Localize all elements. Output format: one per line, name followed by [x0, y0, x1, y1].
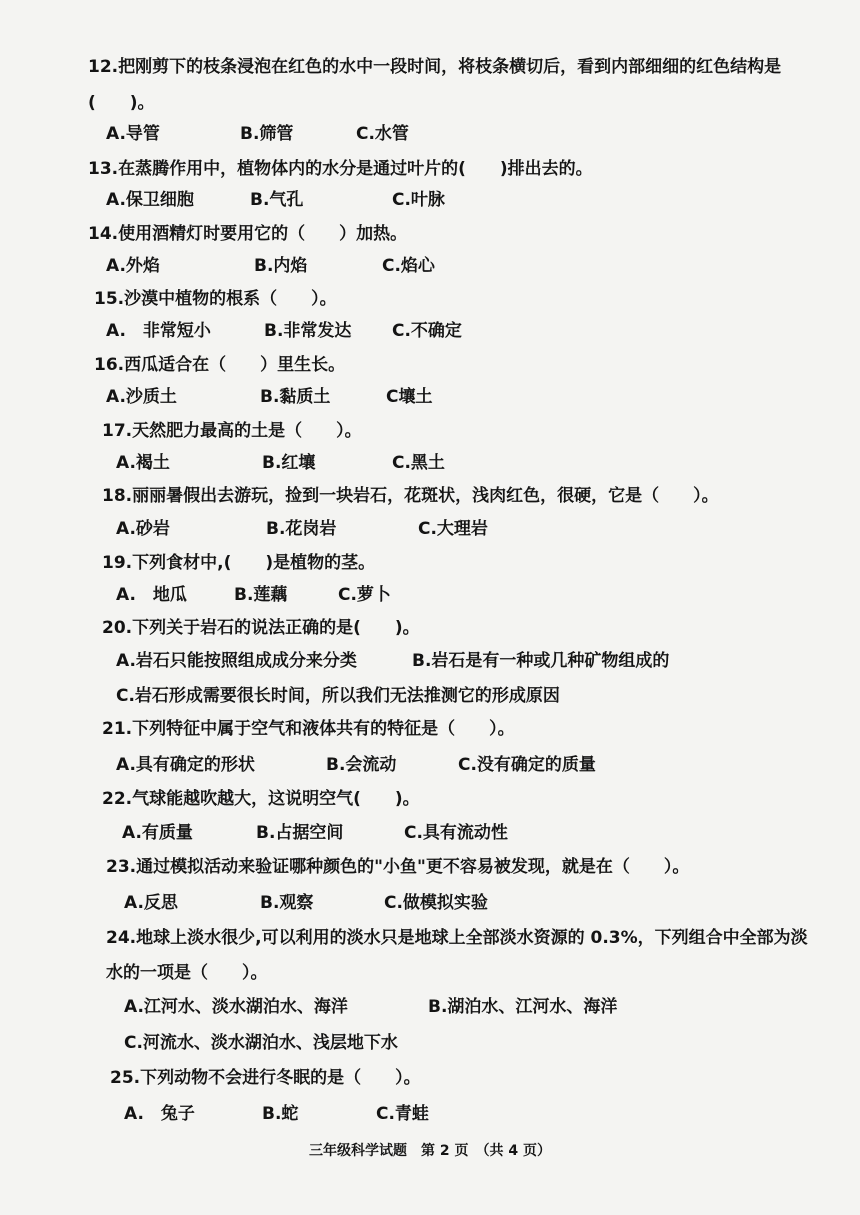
option: C.没有确定的质量: [458, 755, 596, 775]
question-stem: 沙漠中植物的根系（ ）。: [124, 289, 337, 309]
option: A.保卫细胞: [106, 190, 194, 210]
question-number: 17.: [102, 421, 133, 441]
question-15: [94, 288, 337, 310]
question-number: 14.: [88, 224, 119, 244]
question-stem: 天然肥力最高的土是（ ）。: [132, 421, 362, 441]
question-stem: 在蒸腾作用中，植物体内的水分是通过叶片的( )排出去的。: [118, 159, 593, 179]
option: C.不确定: [392, 321, 462, 341]
question-stem: 气球能越吹越大，这说明空气( )。: [132, 789, 420, 809]
question-18: [102, 485, 719, 507]
question-16: [94, 354, 345, 376]
question-stem: 地球上淡水很少,可以利用的淡水只是地球上全部淡水资源的 0.3%，下列组合中全部为淡: [136, 928, 808, 948]
question-17: [102, 420, 362, 442]
question-number: 23.: [106, 857, 137, 877]
option: C.青蛙: [376, 1104, 429, 1124]
question-12: [88, 56, 781, 78]
option: A.具有确定的形状: [116, 755, 255, 775]
option: C.焰心: [382, 256, 435, 276]
question-number: 15.: [94, 289, 125, 309]
option: B.气孔: [250, 190, 304, 210]
question-stem: 下列食材中,( )是植物的茎。: [132, 553, 376, 573]
option: C.叶脉: [392, 190, 445, 210]
question-number: 24.: [106, 928, 137, 948]
option: B.会流动: [326, 755, 397, 775]
option: C.大理岩: [418, 519, 488, 539]
question-number: 25.: [110, 1068, 141, 1088]
question-13: [88, 158, 593, 180]
option: B.内焰: [254, 256, 308, 276]
question-22: [102, 788, 420, 810]
question-19: [102, 552, 375, 574]
question-25: [110, 1067, 421, 1089]
question-stem: 把刚剪下的枝条浸泡在红色的水中一段时间，将枝条横切后，看到内部细细的红色结构是: [118, 57, 782, 77]
option: B.非常发达: [264, 321, 352, 341]
option: B.湖泊水、江河水、海洋: [428, 997, 618, 1017]
option: B.花岗岩: [266, 519, 337, 539]
option: B.筛管: [240, 124, 294, 144]
question-stem: 丽丽暑假出去游玩，捡到一块岩石，花斑状，浅肉红色，很硬，它是（ ）。: [132, 486, 719, 506]
option: C.做模拟实验: [384, 893, 488, 913]
option: A.褐土: [116, 453, 170, 473]
question-number: 20.: [102, 618, 133, 638]
question-number: 19.: [102, 553, 133, 573]
option: C.萝卜: [338, 585, 391, 605]
option: A.砂岩: [116, 519, 170, 539]
option: B.红壤: [262, 453, 316, 473]
question-number: 18.: [102, 486, 133, 506]
option: B.占据空间: [256, 823, 344, 843]
question-20: [102, 617, 420, 639]
question-stem: 下列关于岩石的说法正确的是( )。: [132, 618, 420, 638]
option: A.江河水、淡水湖泊水、海洋: [124, 997, 348, 1017]
question-stem: 使用酒精灯时要用它的（ ）加热。: [118, 224, 408, 244]
question-stem: 下列特征中属于空气和液体共有的特征是（ ）。: [132, 719, 515, 739]
option: C.具有流动性: [404, 823, 508, 843]
page-footer: 三年级科学试题 第 2 页 （共 4 页）: [309, 1143, 551, 1159]
option: A.外焰: [106, 256, 160, 276]
option: A.岩石只能按照组成成分来分类: [116, 651, 357, 671]
question-stem-continued: 水的一项是（ ）。: [106, 963, 268, 983]
option: A. 兔子: [124, 1104, 195, 1124]
option: A.反思: [124, 893, 178, 913]
question-number: 16.: [94, 355, 125, 375]
option: C.水管: [356, 124, 409, 144]
question-number: 21.: [102, 719, 133, 739]
question-stem: 通过模拟活动来验证哪种颜色的"小鱼"更不容易被发现，就是在（ ）。: [136, 857, 690, 877]
option: A.导管: [106, 124, 160, 144]
question-23: [106, 856, 689, 878]
option: A.沙质土: [106, 387, 177, 407]
option: C.岩石形成需要很长时间，所以我们无法推测它的形成原因: [116, 686, 560, 706]
question-number: 22.: [102, 789, 133, 809]
option: A. 非常短小: [106, 321, 211, 341]
question-stem: 下列动物不会进行冬眠的是（ ）。: [140, 1068, 421, 1088]
option: B.莲藕: [234, 585, 288, 605]
option: A. 地瓜: [116, 585, 187, 605]
option: C壤土: [386, 387, 433, 407]
option: C.黑土: [392, 453, 445, 473]
option: A.有质量: [122, 823, 193, 843]
option: C.河流水、淡水湖泊水、浅层地下水: [124, 1033, 398, 1053]
question-24: [106, 927, 808, 949]
question-21: [102, 718, 515, 740]
option: B.岩石是有一种或几种矿物组成的: [412, 651, 670, 671]
option: B.观察: [260, 893, 314, 913]
question-number: 13.: [88, 159, 119, 179]
option: B.黏质土: [260, 387, 331, 407]
question-14: [88, 223, 407, 245]
question-number: 12.: [88, 57, 119, 77]
question-stem-continued: ( )。: [88, 93, 155, 113]
option: B.蛇: [262, 1104, 299, 1124]
question-stem: 西瓜适合在（ ）里生长。: [124, 355, 346, 375]
